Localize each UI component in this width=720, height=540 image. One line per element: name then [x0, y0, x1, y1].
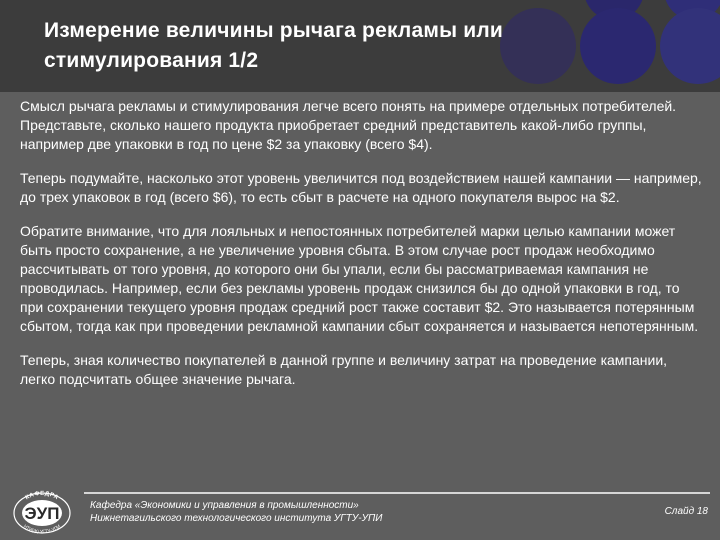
- body-paragraph: Смысл рычага рекламы и стимулирования легче всего понять на примере отдельных потребителей. Представьте, сколько нашего продукта приобретает средний представитель какой-либо группы, например две упаковки в год по цене $2 за упаковку (всего $4).: [20, 98, 677, 152]
- body-paragraph: Теперь подумайте, насколько этот уровень увеличится под воздействием нашей кампании — например, до трех упаковок в год (всего $6), то есть сбыт в расчете на одного покупателя вырос на $2.: [20, 170, 702, 205]
- body-paragraph: Теперь, зная количество покупателей в данной группе и величину затрат на проведение кампании, легко подсчитать общее значение рычага.: [20, 352, 668, 387]
- footer-divider: [84, 492, 710, 494]
- slide-title: Измерение величины рычага рекламы или стимулирования 1/2: [44, 19, 504, 72]
- department-logo-icon: [10, 488, 74, 534]
- slide-number: Слайд 18: [664, 506, 708, 517]
- decor-circle: [660, 8, 720, 84]
- logo-main-text: ЭУП: [24, 504, 60, 523]
- logo-bottom-text: НТИ(ф) УГТУ-УПИ: [22, 523, 62, 534]
- footer-caption: [90, 499, 510, 525]
- svg-text:КАФЕДРА: [24, 491, 59, 501]
- logo-top-text: КАФЕДРА: [24, 490, 60, 502]
- slide-body: [20, 97, 704, 404]
- department-logo: [10, 488, 74, 534]
- footer-line-2: Нижнетагильского технологического института УГТУ-УПИ: [90, 513, 383, 524]
- footer-line-1: Кафедра «Экономики и управления в промышленности»: [90, 500, 359, 511]
- slide-header: [0, 0, 720, 92]
- body-paragraph: Обратите внимание, что для лояльных и непостоянных потребителей марки целью кампании может быть просто сохранение, а не увеличение уровня сбыта. В этом случае рост продаж необходимо рассчитывать от того уровня, до которого они бы упали, если бы рассматриваемая кампания не проводилась. Например, если без рекламы уровень продаж снизился бы до одной упаковки в год, то при сохранении текущего уровня продаж средний рост также составит $2. Это называется потерянным сбытом, тогда как при проведении рекламной кампании сбыт сохраняется и называется непотерянным.: [20, 223, 699, 334]
